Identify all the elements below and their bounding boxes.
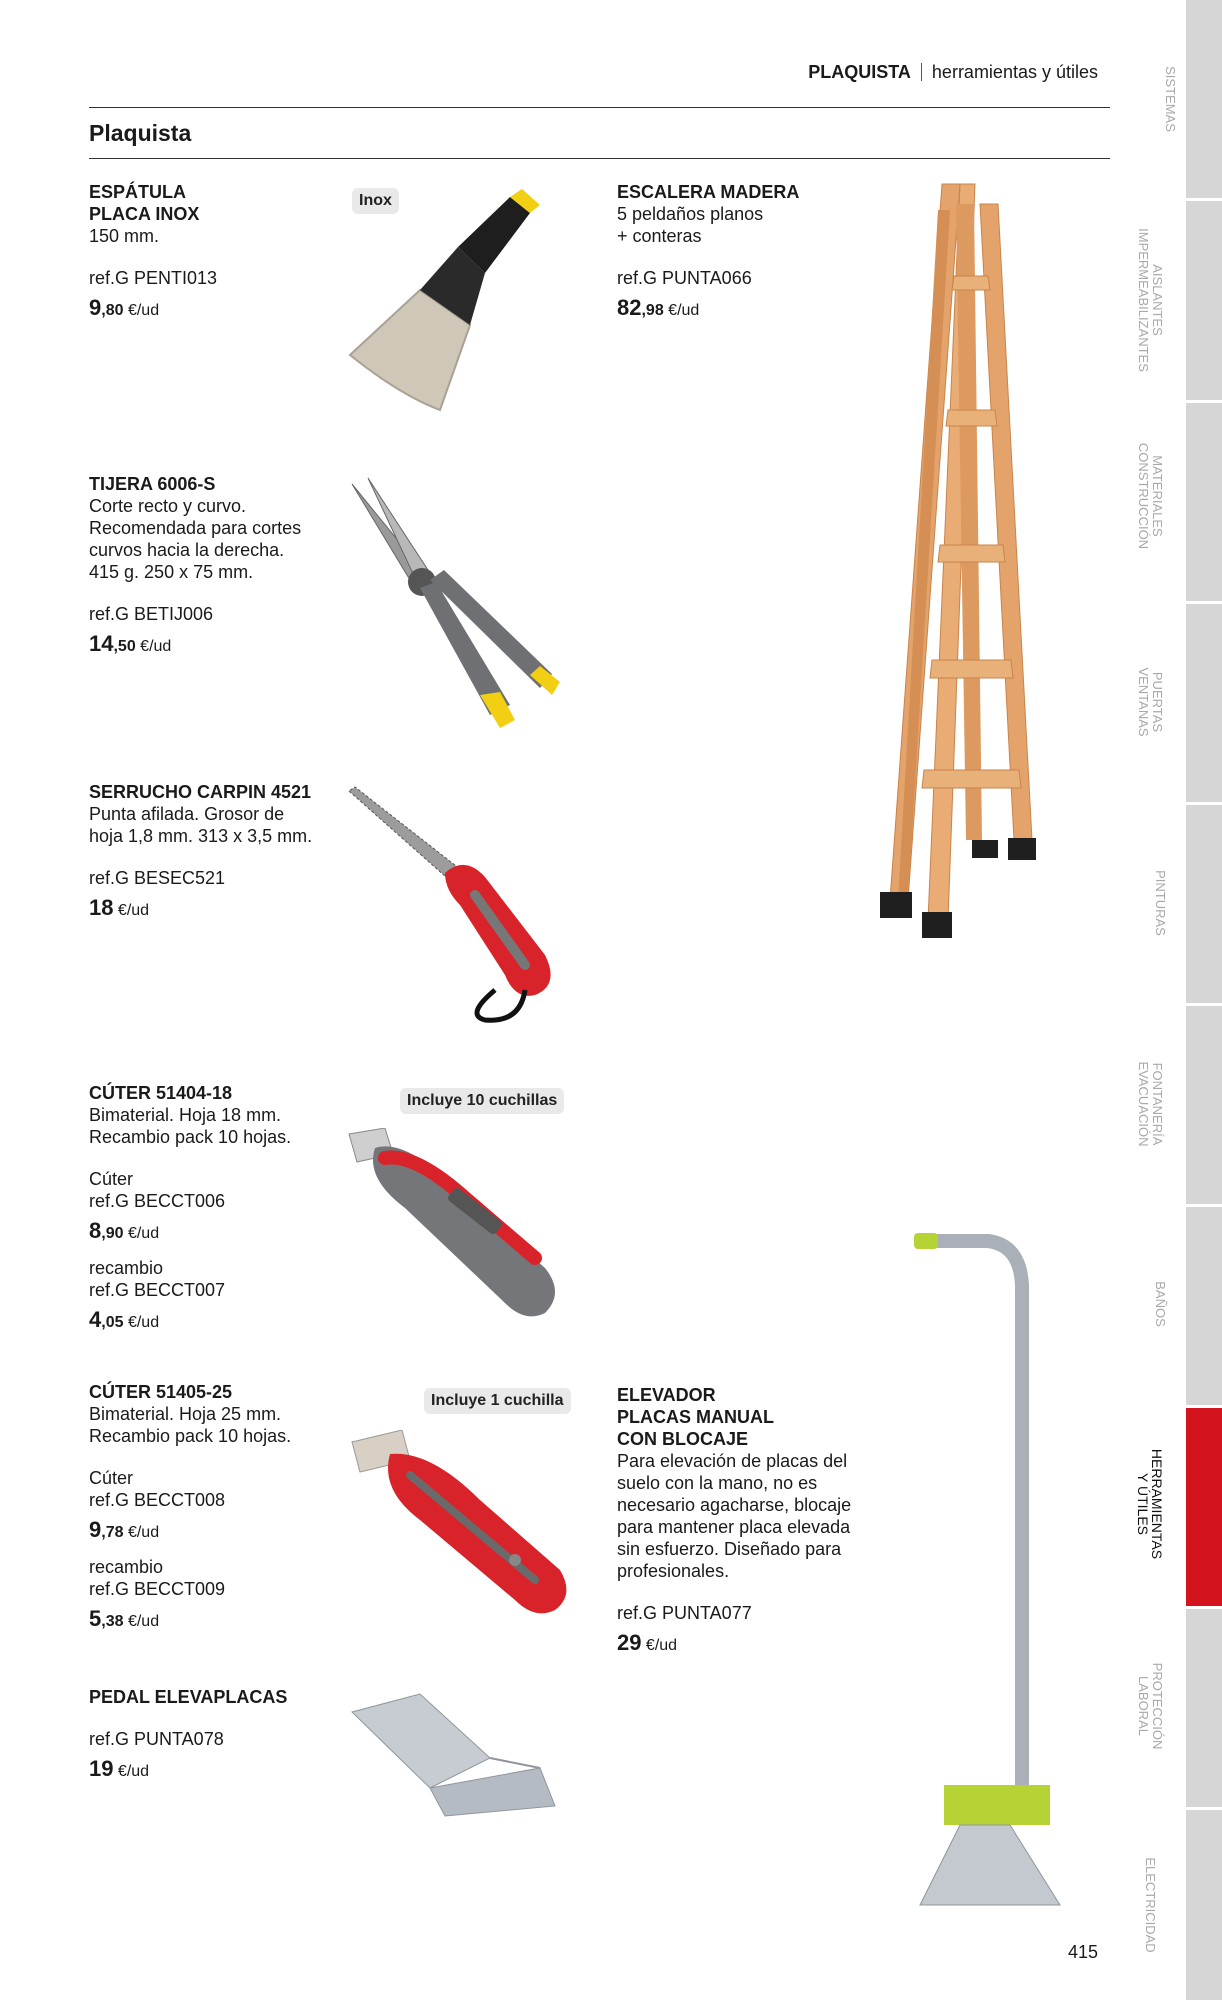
product-name: CÚTER 51404-18 bbox=[89, 1083, 233, 1103]
pedal-image bbox=[350, 1688, 560, 1818]
sidebar-tab-banos[interactable] bbox=[1186, 1207, 1222, 1405]
badge-cuchillas-10: Incluye 10 cuchillas bbox=[400, 1088, 564, 1114]
sidebar-label-sistemas: SISTEMAS bbox=[1163, 66, 1178, 132]
spatula-image bbox=[340, 185, 570, 415]
sidebar-label-aislantes: AISLANTES IMPERMEABILIZANTES bbox=[1136, 228, 1165, 372]
sidebar-label-banos: BAÑOS bbox=[1153, 1281, 1168, 1327]
product-cuter-18 bbox=[89, 1082, 339, 1334]
product-price: 19 €/ud bbox=[89, 1756, 150, 1781]
sidebar-tab-sistemas[interactable] bbox=[1186, 0, 1222, 198]
sidebar-label-herramientas: HERRAMIENTAS Y ÚTILES bbox=[1135, 1448, 1165, 1560]
product-desc: Bimaterial. Hoja 25 mm. Recambio pack 10 hojas. bbox=[89, 1404, 292, 1446]
title-rule bbox=[89, 158, 1110, 159]
sidebar-tab-pinturas[interactable] bbox=[1186, 805, 1222, 1003]
section-sidebar bbox=[1186, 0, 1222, 2000]
sidebar-tab-aislantes[interactable] bbox=[1186, 201, 1222, 400]
product-name: ELEVADOR PLACAS MANUAL CON BLOCAJE bbox=[617, 1385, 774, 1449]
badge-cuchilla-1: Incluye 1 cuchilla bbox=[424, 1388, 571, 1414]
header-subsection: herramientas y útiles bbox=[931, 62, 1098, 82]
product-ref: ref.G BESEC521 bbox=[89, 868, 226, 888]
product-cuter-25 bbox=[89, 1381, 339, 1633]
product-ref: ref.G PUNTA066 bbox=[617, 268, 752, 288]
sidebar-tab-proteccion[interactable] bbox=[1186, 1609, 1222, 1807]
sidebar-label-fontaneria: FONTANERÍA EVACUACIÓN bbox=[1136, 1061, 1165, 1147]
product-espatula bbox=[89, 181, 339, 322]
board-lifter-image bbox=[900, 1225, 1100, 1925]
sidebar-tab-fontaneria[interactable] bbox=[1186, 1006, 1222, 1204]
product-price: 14,50 €/ud bbox=[89, 631, 172, 656]
product-price: 29 €/ud bbox=[617, 1630, 678, 1655]
sidebar-label-proteccion: PROTECCIÓN LABORAL bbox=[1136, 1662, 1165, 1750]
saw-image bbox=[345, 785, 575, 1025]
sidebar-label-pinturas: PINTURAS bbox=[1153, 870, 1168, 936]
refill-ref: ref.G BECCT009 bbox=[89, 1579, 226, 1599]
header-divider bbox=[921, 63, 922, 81]
product-tijera bbox=[89, 473, 339, 658]
product-name: SERRUCHO CARPIN 4521 bbox=[89, 782, 312, 802]
product-ref: ref.G BETIJ006 bbox=[89, 604, 214, 624]
product-elevador bbox=[617, 1384, 867, 1657]
product-ref: ref.G BECCT006 bbox=[89, 1191, 226, 1211]
product-ref: ref.G BECCT008 bbox=[89, 1490, 226, 1510]
product-desc: Para elevación de placas del suelo con la mano, no es necesario agacharse, blocaje para mantener placa elevada sin esfuerzo. Diseñado para profesionales. bbox=[617, 1451, 852, 1581]
product-price: 18 €/ud bbox=[89, 895, 150, 920]
running-header bbox=[0, 62, 1098, 83]
refill-ref: ref.G BECCT007 bbox=[89, 1280, 226, 1300]
product-pedal bbox=[89, 1686, 339, 1783]
product-name: ESPÁTULA PLACA INOX bbox=[89, 182, 200, 224]
product-name: CÚTER 51405-25 bbox=[89, 1382, 233, 1402]
page-number: 415 bbox=[1068, 1942, 1099, 1962]
refill-price: 4,05 €/ud bbox=[89, 1307, 160, 1332]
page-title: Plaquista bbox=[89, 120, 192, 146]
product-ref: ref.G PUNTA077 bbox=[617, 1603, 752, 1623]
ladder-image bbox=[870, 180, 1120, 960]
product-escalera bbox=[617, 181, 867, 322]
refill-label: recambio bbox=[89, 1557, 164, 1577]
product-price: 9,78 €/ud bbox=[89, 1517, 160, 1542]
cutter-25-image bbox=[350, 1430, 580, 1630]
badge-inox: Inox bbox=[352, 188, 399, 214]
refill-label: recambio bbox=[89, 1258, 164, 1278]
product-name: ESCALERA MADERA bbox=[617, 182, 800, 202]
product-serrucho bbox=[89, 781, 369, 922]
product-price: 9,80 €/ud bbox=[89, 295, 160, 320]
product-label: Cúter bbox=[89, 1468, 134, 1488]
product-ref: ref.G PUNTA078 bbox=[89, 1729, 224, 1749]
product-ref: ref.G PENTI013 bbox=[89, 268, 218, 288]
sidebar-tab-puertas[interactable] bbox=[1186, 604, 1222, 802]
header-rule bbox=[89, 107, 1110, 108]
sidebar-label-electricidad: ELECTRICIDAD bbox=[1143, 1857, 1158, 1953]
sidebar-label-materiales: MATERIALES CONSTRUCCIÓN bbox=[1136, 442, 1165, 550]
product-desc: Corte recto y curvo. Recomendada para cortes curvos hacia la derecha. 415 g. 250 x 75 mm. bbox=[89, 496, 302, 582]
sidebar-tab-materiales[interactable] bbox=[1186, 403, 1222, 601]
product-desc: 5 peldaños planos + conteras bbox=[617, 204, 764, 246]
sidebar-label-puertas: PUERTAS VENTANAS bbox=[1136, 667, 1165, 737]
product-name: PEDAL ELEVAPLACAS bbox=[89, 1687, 288, 1707]
product-desc: Bimaterial. Hoja 18 mm. Recambio pack 10 hojas. bbox=[89, 1105, 292, 1147]
sidebar-tab-electricidad[interactable] bbox=[1186, 1810, 1222, 2000]
product-desc: Punta afilada. Grosor de hoja 1,8 mm. 313 x 3,5 mm. bbox=[89, 804, 313, 846]
product-desc: 150 mm. bbox=[89, 226, 160, 246]
cutter-18-image bbox=[345, 1128, 575, 1328]
sidebar-tab-herramientas[interactable] bbox=[1186, 1408, 1222, 1606]
refill-price: 5,38 €/ud bbox=[89, 1606, 160, 1631]
product-price: 8,90 €/ud bbox=[89, 1218, 160, 1243]
product-price: 82,98 €/ud bbox=[617, 295, 700, 320]
product-name: TIJERA 6006-S bbox=[89, 474, 216, 494]
header-section: PLAQUISTA bbox=[808, 62, 911, 82]
product-label: Cúter bbox=[89, 1169, 134, 1189]
scissors-image bbox=[340, 470, 570, 740]
